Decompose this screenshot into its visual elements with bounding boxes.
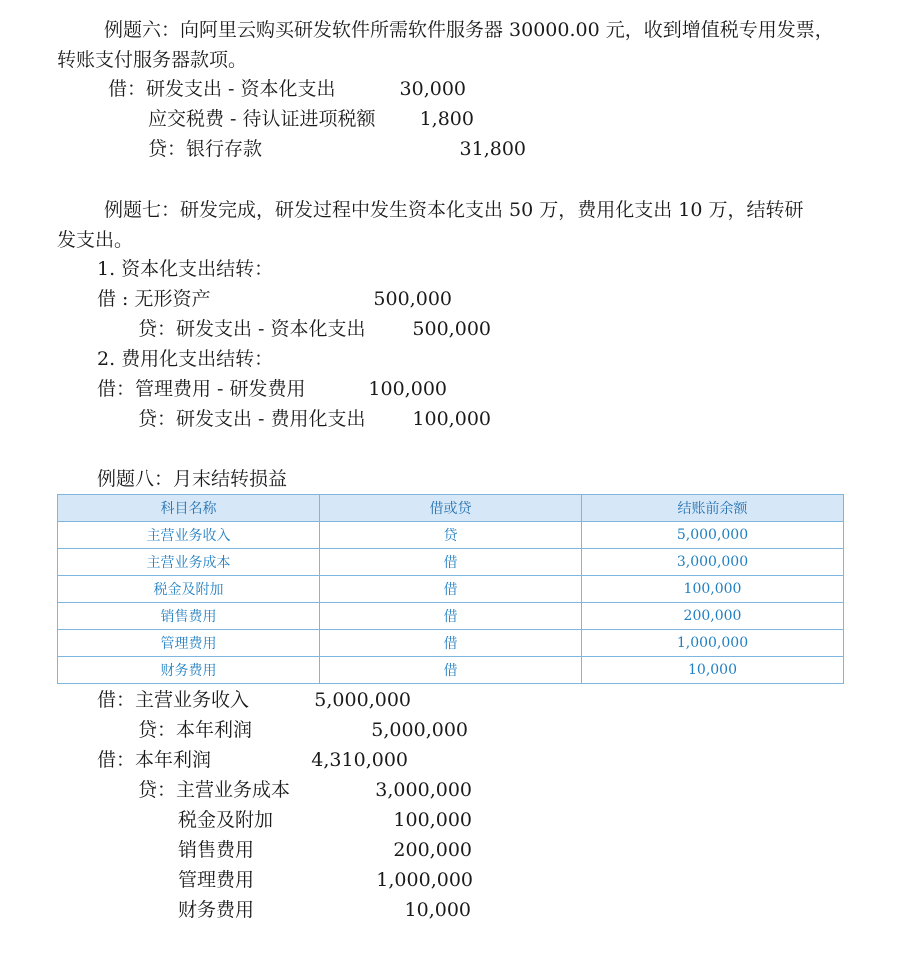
table-cell: 借 [320, 576, 582, 603]
ex8-entry-amount: 5,000,000 [314, 689, 411, 711]
table-cell: 销售费用 [58, 603, 320, 630]
ex8-entry-amount: 5,000,000 [371, 719, 468, 741]
ex7-title-line2: 发支出。 [57, 229, 134, 251]
ex6-entry-amount: 31,800 [459, 138, 526, 160]
ex6-title-line2: 转账支付服务器款项。 [57, 49, 248, 71]
table-cell: 税金及附加 [58, 576, 320, 603]
ex7-title-line1: 例题七：研发完成，研发过程中发生资本化支出 50 万，费用化支出 10 万，结转研 [104, 199, 804, 221]
table-header-row [58, 495, 844, 522]
table-cell: 借 [320, 630, 582, 657]
table-cell: 财务费用 [58, 657, 320, 684]
table-cell: 管理费用 [58, 630, 320, 657]
table-row [58, 603, 844, 630]
ex8-entry-amount: 3,000,000 [375, 779, 472, 801]
column-header: 结账前余额 [582, 495, 844, 522]
ex6-entry-label: 贷：银行存款 [148, 138, 263, 160]
ex7-entry-label: 借 : 无形资产 [97, 288, 211, 310]
ex8-entry-amount: 4,310,000 [311, 749, 408, 771]
table-cell: 200,000 [582, 603, 844, 630]
ex6-entry-amount: 1,800 [419, 108, 474, 130]
table-cell: 10,000 [582, 657, 844, 684]
table-row [58, 630, 844, 657]
ex6-entry-label: 应交税费 - 待认证进项税额 [148, 108, 376, 130]
table-cell: 5,000,000 [582, 522, 844, 549]
ex8-entry-label: 贷：本年利润 [138, 719, 253, 741]
ex8-entry-label: 财务费用 [178, 899, 255, 921]
table-cell: 贷 [320, 522, 582, 549]
column-header: 借或贷 [320, 495, 582, 522]
balance-table [57, 494, 844, 684]
table-row [58, 549, 844, 576]
table-cell: 主营业务成本 [58, 549, 320, 576]
ex7-entry-label: 贷：研发支出 - 费用化支出 [138, 408, 366, 430]
ex8-entry-label: 借：本年利润 [97, 749, 212, 771]
ex6-entry-label: 借：研发支出 - 资本化支出 [108, 78, 336, 100]
ex7-sub2-heading: 2. 费用化支出结转： [97, 348, 274, 370]
ex8-entry-label: 管理费用 [178, 869, 255, 891]
ex8-entry-label: 销售费用 [178, 839, 255, 861]
ex7-entry-amount: 100,000 [412, 408, 491, 430]
table-cell: 1,000,000 [582, 630, 844, 657]
ex7-entry-label: 贷：研发支出 - 资本化支出 [138, 318, 366, 340]
table-cell: 3,000,000 [582, 549, 844, 576]
table-row [58, 576, 844, 603]
table-cell: 借 [320, 549, 582, 576]
ex8-entry-label: 贷：主营业务成本 [138, 779, 291, 801]
ex8-entry-amount: 200,000 [393, 839, 472, 861]
ex7-entry-label: 借：管理费用 - 研发费用 [97, 378, 306, 400]
column-header: 科目名称 [58, 495, 320, 522]
ex7-entry-amount: 500,000 [412, 318, 491, 340]
ex8-entry-amount: 10,000 [404, 899, 471, 921]
table-cell: 借 [320, 657, 582, 684]
ex8-title: 例题八：月末结转损益 [97, 468, 288, 490]
table-cell: 借 [320, 603, 582, 630]
ex8-entry-amount: 100,000 [393, 809, 472, 831]
ex7-entry-amount: 500,000 [373, 288, 452, 310]
ex7-sub1-heading: 1. 资本化支出结转： [97, 258, 274, 280]
table-cell: 100,000 [582, 576, 844, 603]
ex6-entry-amount: 30,000 [399, 78, 466, 100]
ex8-entry-label: 税金及附加 [178, 809, 274, 831]
table-cell: 主营业务收入 [58, 522, 320, 549]
ex8-entry-label: 借：主营业务收入 [97, 689, 250, 711]
table-row [58, 522, 844, 549]
table-row [58, 657, 844, 684]
ex7-entry-amount: 100,000 [368, 378, 447, 400]
ex8-entry-amount: 1,000,000 [376, 869, 473, 891]
ex6-title-line1: 例题六：向阿里云购买研发软件所需软件服务器 30000.00 元，收到增值税专用发票， [104, 19, 834, 41]
